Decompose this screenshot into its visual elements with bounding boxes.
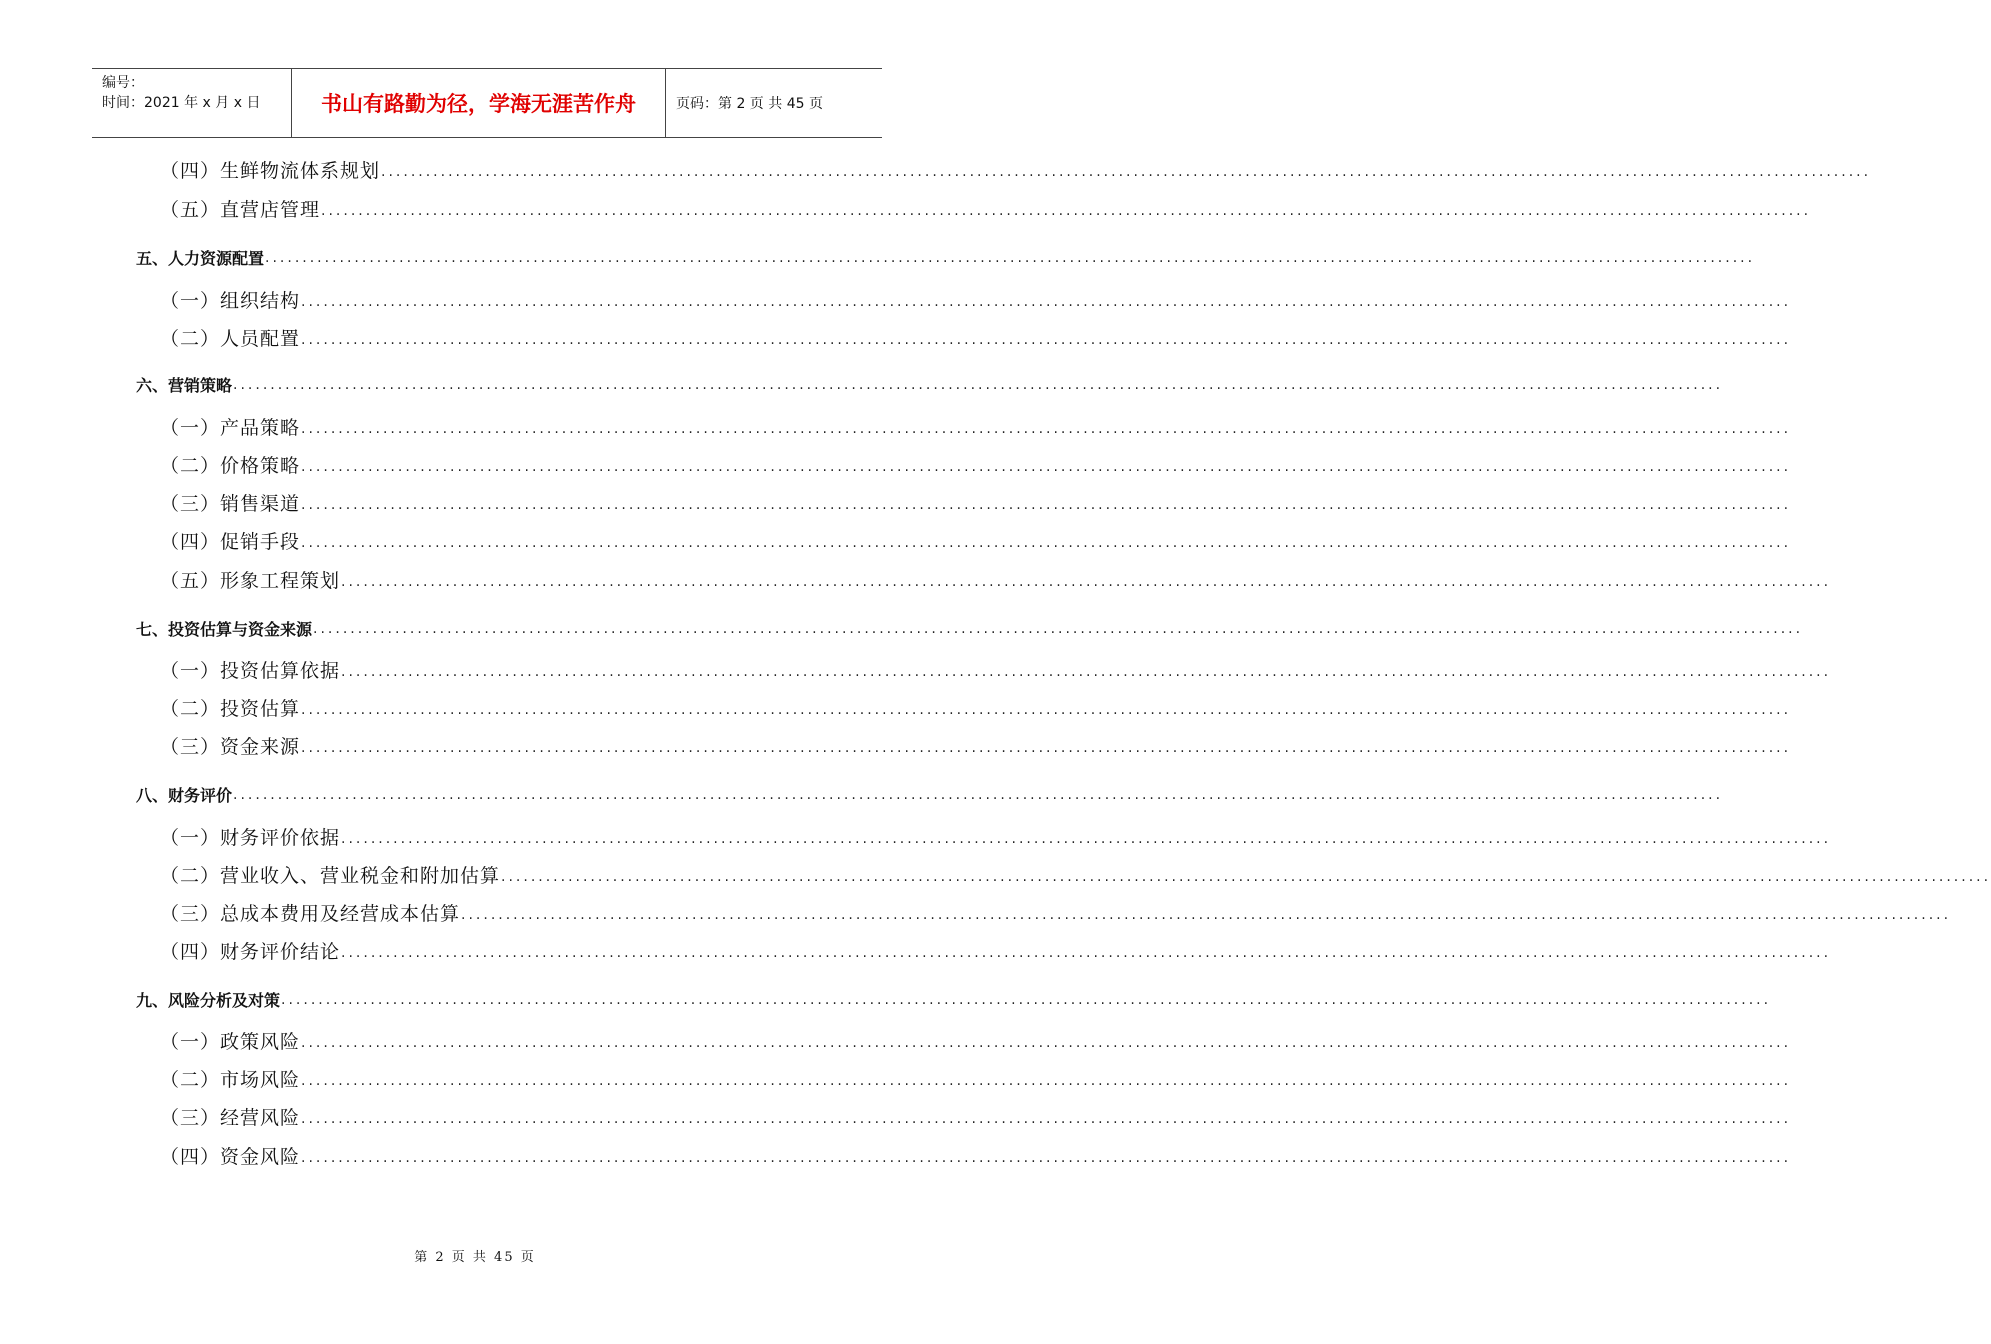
dot-leader: ........................................................................................................................................................................................................	[341, 945, 1832, 961]
document-number-label: 编号：	[102, 75, 144, 91]
toc-section-entry[interactable]	[136, 985, 1772, 1011]
dot-leader: ........................................................................................................................................................................................................	[301, 1111, 1792, 1127]
dot-leader: ........................................................................................................................................................................................................	[341, 664, 1832, 680]
toc-subsection-entry[interactable]	[160, 1066, 1792, 1092]
toc-subsection-entry[interactable]	[160, 528, 1792, 554]
toc-subsection-entry[interactable]	[160, 733, 1792, 759]
toc-subsection-entry[interactable]	[160, 490, 1792, 516]
toc-subsection-entry[interactable]	[160, 287, 1792, 313]
toc-entry-label: （一）财务评价依据	[160, 827, 341, 849]
dot-leader: ........................................................................................................................................................................................................	[301, 421, 1792, 437]
toc-subsection-entry[interactable]	[160, 567, 1832, 593]
toc-entry-label: （五）直营店管理	[160, 199, 321, 221]
dot-leader: ........................................................................................................................................................................................................	[341, 574, 1832, 590]
toc-entry-label: 七、投资估算与资金来源	[136, 620, 313, 639]
toc-entry-label: （一）产品策略	[160, 417, 301, 439]
dot-leader: ........................................................................................................................................................................................................	[233, 377, 1724, 393]
toc-entry-label: （一）投资估算依据	[160, 660, 341, 682]
toc-entry-label: （三）经营风险	[160, 1107, 301, 1129]
dot-leader: ........................................................................................................................................................................................................	[301, 1150, 1792, 1166]
dot-leader: ........................................................................................................................................................................................................	[321, 203, 1812, 219]
toc-section-entry[interactable]	[136, 780, 1724, 806]
header-motto: 书山有路勤为径，学海无涯苦作舟	[292, 69, 666, 137]
dot-leader: ........................................................................................................................................................................................................	[341, 831, 1832, 847]
toc-entry-label: （三）总成本费用及经营成本估算	[160, 903, 461, 925]
toc-subsection-entry[interactable]	[160, 414, 1792, 440]
toc-entry-label: （一）组织结构	[160, 290, 301, 312]
header-page-info: 页码：第 2 页 共 45 页	[676, 96, 823, 112]
toc-entry-label: 八、财务评价	[136, 786, 233, 805]
document-time: 时间：2021 年 x 月 x 日	[102, 95, 261, 111]
dot-leader: ........................................................................................................................................................................................................	[301, 535, 1792, 551]
toc-entry-label: （二）营业收入、营业税金和附加估算	[160, 865, 501, 887]
dot-leader: ........................................................................................................................................................................................................	[301, 497, 1792, 513]
toc-section-entry[interactable]	[136, 370, 1724, 396]
toc-subsection-entry[interactable]	[160, 938, 1832, 964]
toc-entry-label: （二）人员配置	[160, 328, 301, 350]
toc-entry-label: （四）资金风险	[160, 1146, 301, 1168]
toc-subsection-entry[interactable]	[160, 900, 1952, 926]
toc-entry-label: （一）政策风险	[160, 1031, 301, 1053]
toc-entry-label: （四）促销手段	[160, 531, 301, 553]
dot-leader: ........................................................................................................................................................................................................	[301, 1073, 1792, 1089]
dot-leader: ........................................................................................................................................................................................................	[301, 459, 1792, 475]
dot-leader: ........................................................................................................................................................................................................	[281, 992, 1772, 1008]
toc-subsection-entry[interactable]	[160, 196, 1812, 222]
dot-leader: ........................................................................................................................................................................................................	[301, 294, 1792, 310]
toc-entry-label: （三）销售渠道	[160, 493, 301, 515]
toc-subsection-entry[interactable]	[160, 695, 1792, 721]
toc-entry-label: 五、人力资源配置	[136, 249, 265, 268]
toc-subsection-entry[interactable]	[160, 1143, 1792, 1169]
toc-subsection-entry[interactable]	[160, 452, 1792, 478]
toc-entry-label: （五）形象工程策划	[160, 570, 341, 592]
toc-section-entry[interactable]	[136, 243, 1756, 269]
toc-entry-label: （三）资金来源	[160, 736, 301, 758]
dot-leader: ........................................................................................................................................................................................................	[501, 869, 1991, 885]
toc-entry-label: （二）投资估算	[160, 698, 301, 720]
toc-section-entry[interactable]	[136, 614, 1804, 640]
dot-leader: ........................................................................................................................................................................................................	[301, 702, 1792, 718]
toc-entry-label: （四）生鲜物流体系规划	[160, 160, 381, 182]
toc-entry-label: （二）市场风险	[160, 1069, 301, 1091]
toc-entry-label: 九、风险分析及对策	[136, 991, 281, 1010]
dot-leader: ........................................................................................................................................................................................................	[233, 787, 1724, 803]
dot-leader: ........................................................................................................................................................................................................	[301, 332, 1792, 348]
dot-leader: ........................................................................................................................................................................................................	[265, 250, 1756, 266]
dot-leader: ........................................................................................................................................................................................................	[301, 1035, 1792, 1051]
toc-subsection-entry[interactable]	[160, 657, 1832, 683]
toc-subsection-entry[interactable]	[160, 325, 1792, 351]
toc-entry-label: （四）财务评价结论	[160, 941, 341, 963]
dot-leader: ........................................................................................................................................................................................................	[461, 907, 1952, 923]
toc-entry-label: 六、营销策略	[136, 376, 233, 395]
toc-entry-label: （二）价格策略	[160, 455, 301, 477]
dot-leader: ........................................................................................................................................................................................................	[313, 621, 1804, 637]
toc-subsection-entry[interactable]	[160, 157, 1872, 183]
page-footer: 第 2 页 共 45 页	[414, 1250, 536, 1265]
dot-leader: ........................................................................................................................................................................................................	[381, 164, 1872, 180]
toc-subsection-entry[interactable]	[160, 1104, 1792, 1130]
toc-subsection-entry[interactable]	[160, 1028, 1792, 1054]
dot-leader: ........................................................................................................................................................................................................	[301, 740, 1792, 756]
toc-subsection-entry[interactable]	[160, 862, 1991, 888]
toc-subsection-entry[interactable]	[160, 824, 1832, 850]
